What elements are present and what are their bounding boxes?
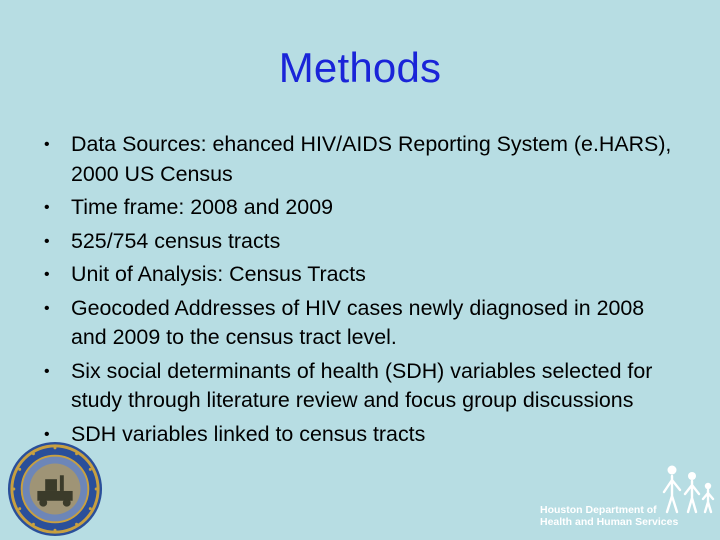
bullet-dot: • <box>44 425 50 443</box>
bullet-text: 525/754 census tracts <box>71 228 281 253</box>
bullet-dot: • <box>44 266 50 283</box>
bullet-text: Geocoded Addresses of HIV cases newly diagnosed in 2008 and 2009 to the census tract level. <box>71 295 645 349</box>
bullet-item <box>44 227 684 257</box>
bullet-dot: • <box>44 136 50 153</box>
bullet-dot: • <box>44 362 50 380</box>
bullet-text: SDH variables linked to census tracts <box>71 421 426 446</box>
hdhs-logo-text <box>540 504 678 528</box>
bullet-item <box>44 193 684 223</box>
bullet-item <box>44 420 684 450</box>
bullet-text: Data Sources: ehanced HIV/AIDS Reporting System (e.HARS), 2000 US Census <box>71 132 672 186</box>
bullet-list <box>44 130 684 453</box>
bullet-item <box>44 130 684 189</box>
bullet-dot: • <box>44 299 50 317</box>
hdhs-logo-line1: Houston Department of <box>540 504 657 516</box>
bullet-item <box>44 357 684 416</box>
hdhs-logo <box>540 462 720 540</box>
city-of-houston-seal-icon <box>6 440 104 538</box>
bullet-item <box>44 294 684 353</box>
hdhs-logo-line2: Health and Human Services <box>540 516 679 528</box>
bullet-item <box>44 260 684 290</box>
bullet-text: Unit of Analysis: Census Tracts <box>71 262 366 286</box>
bullet-text: Time frame: 2008 and 2009 <box>71 195 333 219</box>
bullet-dot: • <box>44 232 50 250</box>
slide-title: Methods <box>278 44 442 91</box>
bullet-dot: • <box>44 199 50 216</box>
bullet-text: Six social determinants of health (SDH) variables selected for study through literature review and focus group discussions <box>71 358 653 412</box>
